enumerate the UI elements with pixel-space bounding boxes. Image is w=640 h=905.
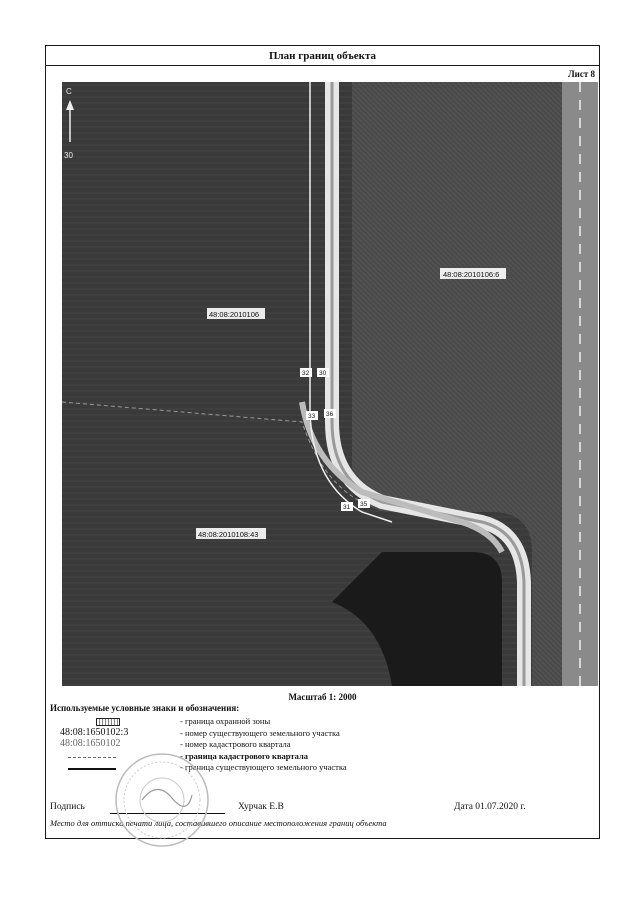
parcel-label: 48:08:2010106:6 — [443, 270, 500, 279]
legend-item — [50, 739, 570, 751]
zone-symbol — [96, 718, 120, 726]
point-label: 31 — [343, 504, 351, 511]
compass-label: 30 — [64, 151, 73, 160]
point-label: 36 — [326, 411, 334, 418]
point-label: 33 — [308, 413, 316, 420]
parcel-label: 48:08:2010106 — [209, 310, 260, 319]
sheet-number: Лист 8 — [567, 69, 595, 79]
parcel-number-symbol: 48:08:1650102:3 — [60, 726, 129, 738]
map-image — [62, 82, 598, 686]
point-label: 35 — [360, 501, 368, 508]
parcel-line-symbol — [68, 768, 116, 770]
quarter-line-symbol — [68, 757, 116, 758]
point-label: 30 — [319, 370, 327, 377]
document-frame — [45, 45, 600, 839]
point-label: 32 — [302, 370, 310, 377]
signature-date: Дата 01.07.2020 г. — [454, 802, 526, 812]
scale-label: Масштаб 1: 2000 — [288, 692, 357, 702]
legend-text: - номер кадастрового квартала — [180, 739, 291, 749]
legend-title: Используемые условные знаки и обозначения: — [50, 703, 240, 713]
north-letter: С — [66, 87, 72, 96]
page-title: План границ объекта — [46, 46, 599, 66]
legend-text: - граница охранной зоны — [180, 716, 271, 726]
legend-text: - номер существующего земельного участка — [180, 727, 340, 738]
seal-stamp-icon — [112, 750, 212, 850]
parcel-label: 48:08:2010108:43 — [198, 530, 259, 539]
legend-item — [50, 728, 570, 740]
legend-text: - граница кадастрового квартала — [180, 750, 309, 761]
quarter-number-symbol: 48:08:1650102 — [60, 738, 121, 749]
signature-label: Подпись — [50, 802, 85, 812]
legend-text: - граница существующего земельного участка — [180, 762, 347, 772]
signer-name: Хурчак Е.В — [238, 802, 284, 812]
stamp-note: Место для оттиска печати лица, составившего описание местоположения границ объекта — [50, 818, 387, 828]
aerial-map-svg — [62, 82, 598, 686]
